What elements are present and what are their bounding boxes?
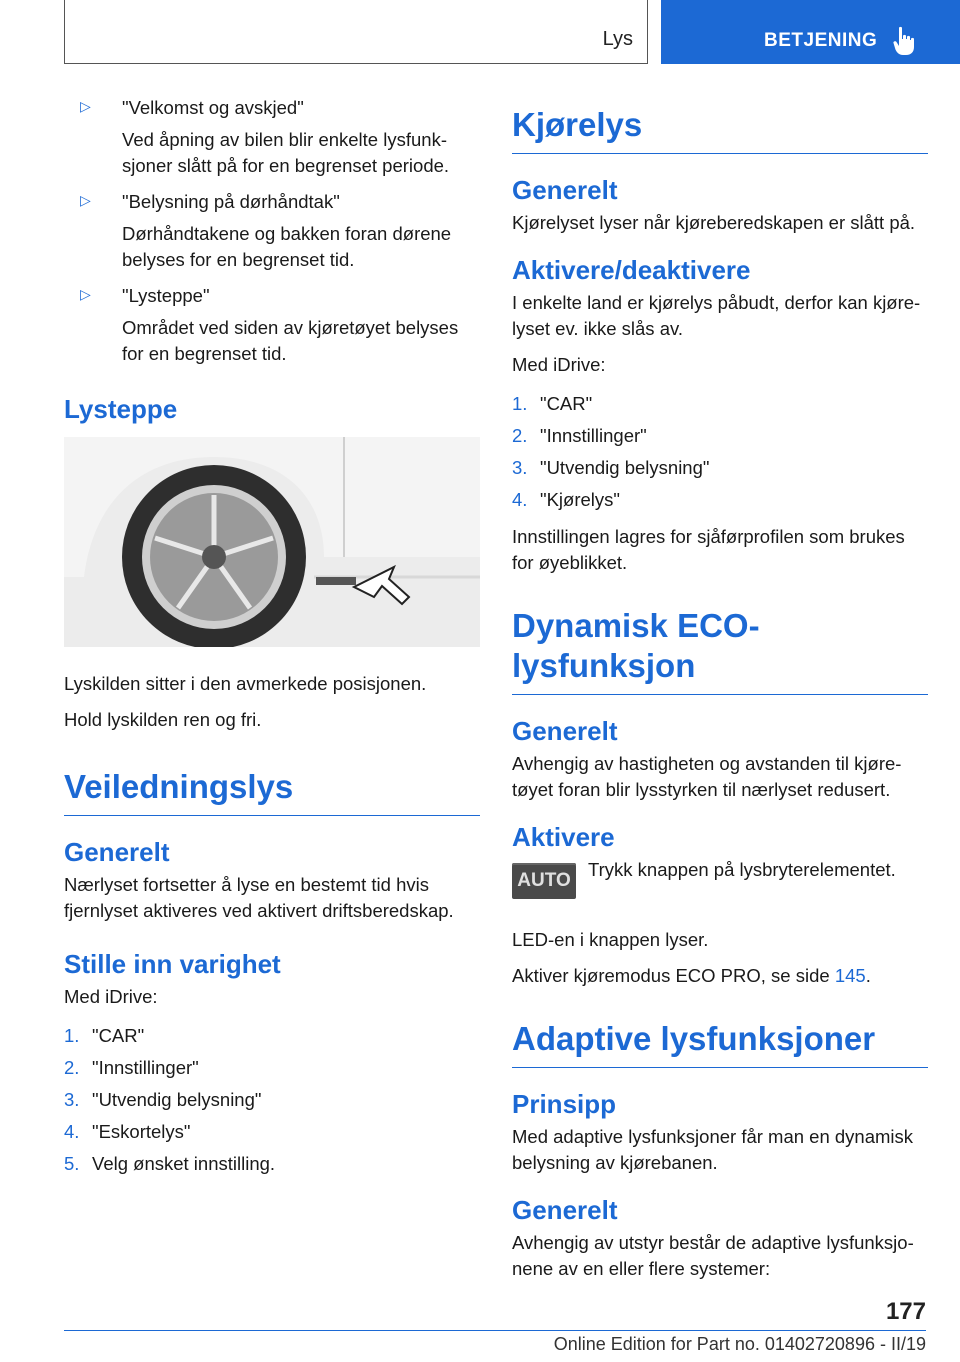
header-section-box: [64, 0, 648, 64]
eco-pro-text: [512, 963, 928, 989]
bullet-title: "Lysteppe": [122, 285, 210, 306]
lysteppe-text-1: Lyskilden sitter i den avmerkede posisjonen.: [64, 673, 427, 694]
step-number: 1.: [64, 1025, 80, 1046]
eco-pro-label: Aktiver kjøremodus ECO PRO, se side: [512, 965, 830, 986]
list-item: [64, 1148, 480, 1180]
step-number: 5.: [64, 1153, 80, 1174]
left-column: [64, 95, 480, 1188]
step-text: "CAR": [540, 393, 593, 414]
footer-rule: [64, 1330, 926, 1331]
auto-button-row: [512, 857, 928, 917]
step-text: Velg ønsket innstilling.: [92, 1153, 276, 1174]
step-number: 4.: [64, 1121, 80, 1142]
aktivere-deaktivere-heading: Aktivere/deaktivere: [512, 255, 751, 285]
led-text: LED-en i knappen lyser.: [512, 929, 709, 950]
header-section-label: Lys: [602, 28, 633, 50]
list-item: [64, 1052, 480, 1084]
list-item: [512, 388, 928, 420]
generelt-text: Kjørelyset lyser når kjøreberedskapen er slått på.: [512, 212, 916, 233]
page-number: 177: [885, 1298, 926, 1325]
aktivere-deaktivere-text: I enkelte land er kjørelys påbudt, derfor kan kjøre-lyset ev. ikke slås av.: [512, 292, 921, 339]
header-chapter-label: BETJENING: [764, 30, 878, 51]
triangle-bullet-icon: ▷: [80, 98, 91, 114]
list-item: [512, 484, 928, 516]
generelt-heading: Generelt: [64, 837, 170, 867]
list-item: [64, 1084, 480, 1116]
step-text: "CAR": [92, 1025, 145, 1046]
step-number: 1.: [512, 393, 528, 414]
bullet-title: "Velkomst og avskjed": [122, 97, 304, 118]
step-text: "Innstillinger": [92, 1057, 199, 1078]
triangle-bullet-icon: ▷: [80, 192, 91, 208]
bullet-text: Ved åpning av bilen blir enkelte lysfunk-sjoner slått på for en begrenset periode.: [122, 129, 450, 176]
generelt-heading: Generelt: [512, 175, 618, 205]
med-idrive-text: Med iDrive:: [512, 354, 606, 375]
kjorelys-steps-list: [512, 388, 928, 516]
footer-edition: Online Edition for Part no. 01402720896 - II/19: [553, 1334, 926, 1354]
list-item: [64, 283, 480, 367]
car-wheel-image: [64, 437, 480, 647]
list-item: [64, 189, 480, 273]
bullet-text: Dørhåndtakene og bakken foran dørene belyses for en begrenset tid.: [122, 223, 452, 270]
kjorelys-heading-wrap: [512, 105, 928, 154]
step-text: "Utvendig belysning": [540, 457, 710, 478]
eco-heading: Dynamisk ECO-lysfunksjon: [512, 607, 760, 684]
stille-steps-list: [64, 1020, 480, 1180]
triangle-bullet-icon: ▷: [80, 286, 91, 302]
step-number: 3.: [64, 1089, 80, 1110]
step-number: 2.: [512, 425, 528, 446]
eco-generelt-text: Avhengig av hastigheten og avstanden til kjøre-tøyet foran blir lysstyrken til nærlyset redusert.: [512, 753, 902, 800]
adaptive-generelt-text: Avhengig av utstyr består de adaptive lysfunksjo-nene av en eller flere systemer:: [512, 1232, 914, 1279]
list-item: [512, 420, 928, 452]
list-item: [512, 452, 928, 484]
lagres-text: Innstillingen lagres for sjåførprofilen som brukes for øyeblikket.: [512, 526, 905, 573]
step-number: 2.: [64, 1057, 80, 1078]
prinsipp-text: Med adaptive lysfunksjoner får man en dynamisk belysning av kjørebanen.: [512, 1126, 914, 1173]
hand-pointer-icon: [893, 26, 915, 56]
bullet-title: "Belysning på dørhåndtak": [122, 191, 340, 212]
right-column: [512, 95, 928, 1292]
step-text: "Kjørelys": [540, 489, 620, 510]
lysteppe-text-2: Hold lyskilden ren og fri.: [64, 709, 262, 730]
step-number: 4.: [512, 489, 528, 510]
step-text: "Innstillinger": [540, 425, 647, 446]
adaptive-heading-wrap: [512, 1019, 928, 1068]
step-text: "Eskortelys": [92, 1121, 191, 1142]
adaptive-generelt-heading: Generelt: [512, 1195, 618, 1225]
generelt-text: Nærlyset fortsetter å lyse en bestemt tid hvis fjernlyset aktiveres ved aktivert driftsberedskap.: [64, 874, 454, 921]
adaptive-heading: Adaptive lysfunksjoner: [512, 1020, 876, 1057]
page-link[interactable]: 145: [834, 965, 866, 986]
veiledningslys-heading-wrap: [64, 767, 480, 816]
bullet-text: Området ved siden av kjøretøyet belyses for en begrenset tid.: [122, 317, 459, 364]
veiledningslys-heading: Veiledningslys: [64, 768, 294, 805]
header-chapter-tab: [661, 0, 960, 64]
prinsipp-heading: Prinsipp: [512, 1089, 617, 1119]
stille-heading: Stille inn varighet: [64, 949, 281, 979]
lysteppe-heading: Lysteppe: [64, 394, 178, 424]
step-number: 3.: [512, 457, 528, 478]
stille-intro: Med iDrive:: [64, 986, 158, 1007]
list-item: [64, 1116, 480, 1148]
eco-heading-wrap: [512, 606, 928, 695]
eco-pro-end: .: [865, 965, 871, 986]
aktivere-heading: Aktivere: [512, 822, 615, 852]
auto-button: AUTO: [512, 863, 576, 899]
aktivere-text: Trykk knappen på lysbryterelementet.: [588, 859, 896, 880]
list-item: [64, 1020, 480, 1052]
list-item: [64, 95, 480, 179]
eco-generelt-heading: Generelt: [512, 716, 618, 746]
kjorelys-heading: Kjørelys: [512, 106, 643, 143]
step-text: "Utvendig belysning": [92, 1089, 262, 1110]
car-wheel-illustration: [64, 437, 480, 647]
